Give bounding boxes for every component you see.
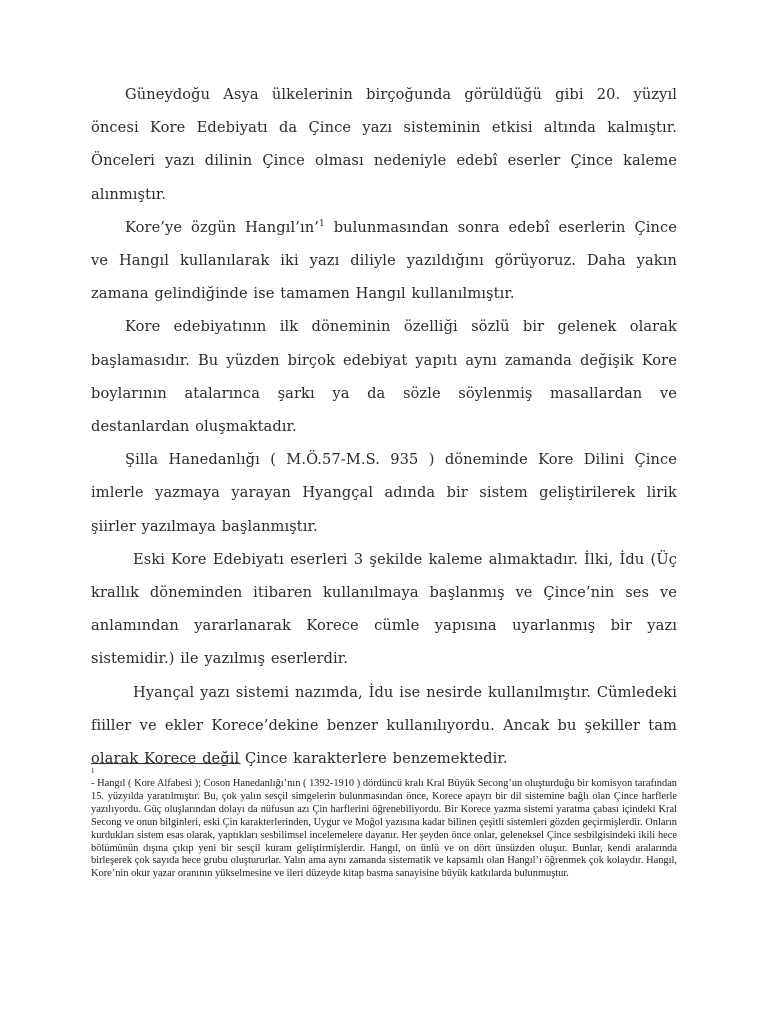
footnote-number: 1 [91, 767, 95, 775]
footnote-reference: 1 [318, 218, 325, 229]
paragraph-6: Hyançal yazı sistemi nazımda, İdu ise nesirde kullanılmıştır. Cümledeki fiiller ve ekler Korece’dekine benzer kullanılıyordu. Ancak bu şekiller tam olarak Korece değil Çince karakterlere benzemektedir. [91, 683, 677, 768]
paragraph-1: Güneydoğu Asya ülkelerinin birçoğunda görüldüğü gibi 20. yüzyıl öncesi Kore Edebiyatı da Çince yazı sisteminin etkisi altında kalmıştır. Önceleri yazı dilinin Çince olması nedeniyle edebî eserler Çince kaleme alınmıştır. [91, 86, 677, 203]
document-body [91, 78, 677, 775]
paragraph-2-rest: bulunmasından sonra edebî eserlerin Çince ve Hangıl kullanılarak iki yazı diliyle yazıldığını görüyoruz. Daha yakın zamana gelindiğinde ise tamamen Hangıl kullanılmıştır. [91, 218, 677, 303]
footnote-divider [91, 763, 241, 765]
paragraph-2-start: Kore’ye özgün Hangıl’ın’ [125, 218, 319, 236]
paragraph-3: Kore edebiyatının ilk döneminin özelliği sözlü bir gelenek olarak başlamasıdır. Bu yüzden birçok edebiyat yapıtı aynı zamanda değişik Kore boylarının atalarınca şarkı ya da sözle söylenmiş masallardan ve destanlardan oluşmaktadır. [91, 318, 677, 436]
footnote-text: - Hangıl ( Kore Alfabesi ); Coson Hanedanlığı’nın ( 1392-1910 ) dördüncü kralı Kral Büyük Secong’un oluşturduğu bir komisyon tarafından 15. yüzyılda yaratılmıştır. Bu, çok yalın sesçil simgelerin bulunmasından önce, Korece apayrı bir dil sistemine bağlı olan Çince harflerle yazılıyordu. Güç oluşlarından dolayı da nüfusun azı Çin harflerini öğrenebiliyordu. Bir Korece yazma sistemi yaratma çabası içindeki Kral Secong ve onun bilginleri, eski Çin karakterlerinden, Uygur ve Moğol yazısına kadar bilinen çeşitli sistemleri gözden geçirmişlerdir. Onların kurdukları sistem esas olarak, yaptıkları sesbilimsel incelemelere dayanır. Her şeyden önce onlar, geleneksel Çince sesbilgisindeki ikili hece bölümünün dışına çıkıp yeni bir sesçil kuram geliştirmişlerdir. Hangıl, on ünlü ve on dört ünsüzden oluşur. Bunlar, kendi aralarında birleşerek çok sayıda hece grubu oluştururlar. Yalın ama aynı zamanda sistematik ve kapsamlı olan Hangıl’ı öğrenmek çok kolaydır. Hangıl, Kore’nin okur yazar oranının yükselmesine ve ileri düzeyde kitap basma sanayisine büyük katkılarda bulunmuştur. [91, 778, 677, 880]
paragraph-4: Şilla Hanedanlığı ( M.Ö.57-M.S. 935 ) döneminde Kore Dilini Çince imlerle yazmaya yarayan Hyangçal adında bir sistem geliştirilerek lirik şiirler yazılmaya başlanmıştır. [91, 451, 677, 535]
paragraph-2 [91, 211, 677, 311]
paragraph-5: Eski Kore Edebiyatı eserleri 3 şekilde kaleme alımaktadır. İlki, İdu (Üç krallık döneminden itibaren kullanılmaya başlanmış ve Çince’nin ses ve anlamından yararlanarak Korece cümle yapısına uyarlanmış bir yazı sistemidir.) ile yazılmış eserlerdir. [91, 550, 677, 668]
footnote-section [91, 763, 677, 881]
